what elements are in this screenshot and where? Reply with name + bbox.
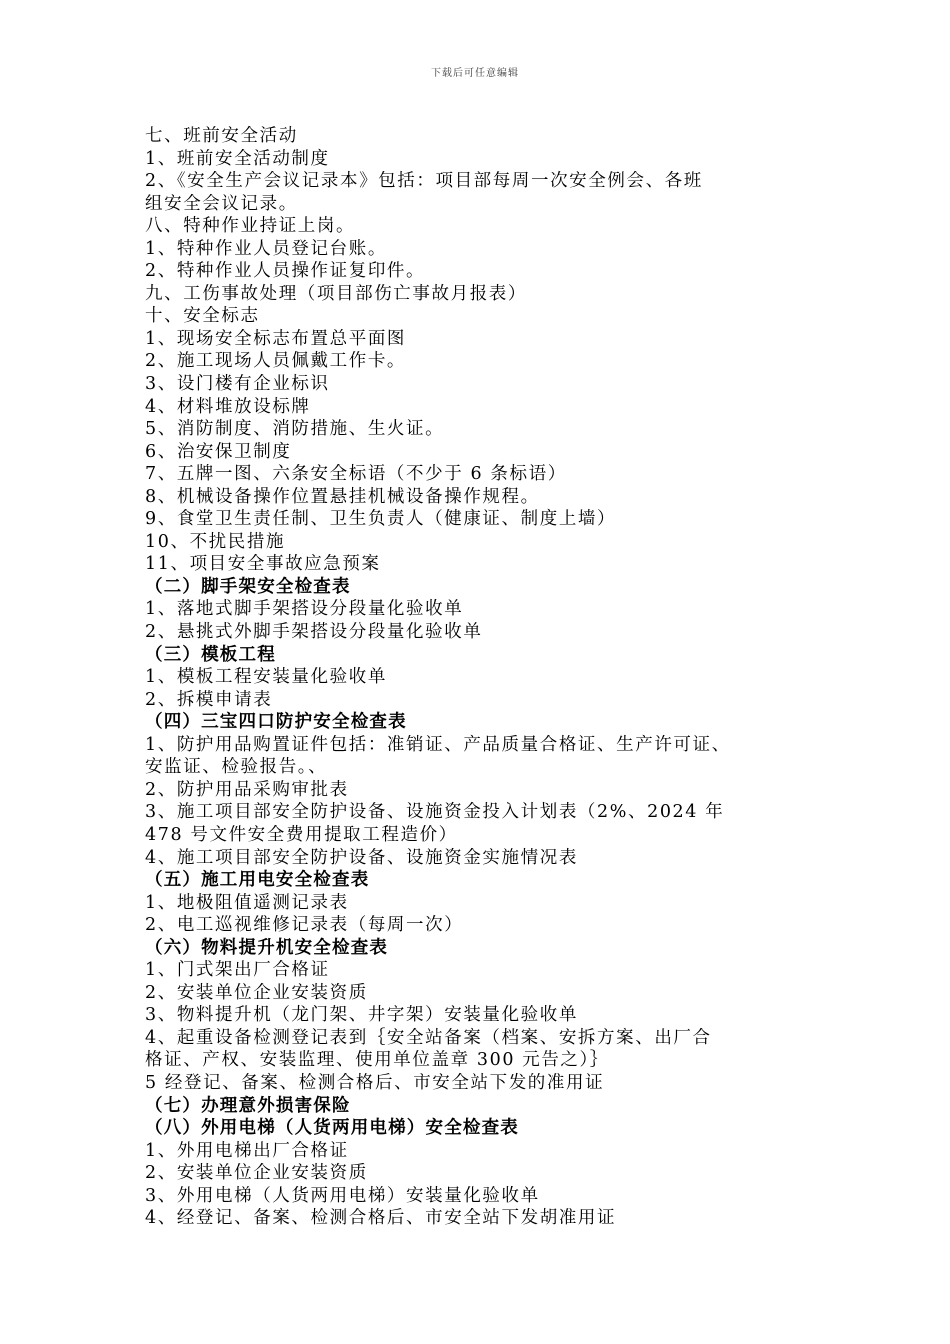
text-line: 3、物料提升机（龙门架、井字架）安装量化验收单 xyxy=(145,1005,578,1026)
text-line: 2、安装单位企业安装资质 xyxy=(145,982,368,1003)
text-line: 3、施工项目部安全防护设备、设施资金投入计划表（2%、2024 年 xyxy=(145,802,725,823)
text-line: 1、班前安全活动制度 xyxy=(145,148,330,169)
text-line: 1、地极阻值遥测记录表 xyxy=(145,892,349,913)
section-heading: （四）三宝四口防护安全检查表 xyxy=(145,712,407,733)
text-line: 1、外用电梯出厂合格证 xyxy=(145,1140,349,1161)
text-line: 1、模板工程安装量化验收单 xyxy=(145,667,387,688)
text-line: 2、《安全生产会议记录本》包括：项目部每周一次安全例会、各班 xyxy=(145,171,703,192)
section-heading: （五）施工用电安全检查表 xyxy=(145,870,370,891)
text-line: 组安全会议记录。 xyxy=(145,193,298,214)
text-line: 1、特种作业人员登记台账。 xyxy=(145,238,387,259)
text-line: 1、防护用品购置证件包括：准销证、产品质量合格证、生产许可证、 xyxy=(145,734,731,755)
text-line: 2、悬挑式外脚手架搭设分段量化验收单 xyxy=(145,622,483,643)
text-line: 安监证、检验报告。、 xyxy=(145,757,328,778)
text-line: 4、材料堆放设标牌 xyxy=(145,396,311,417)
text-line: 5、消防制度、消防措施、生火证。 xyxy=(145,419,445,440)
text-line: 1、门式架出厂合格证 xyxy=(145,960,330,981)
text-line: 七、班前安全活动 xyxy=(145,126,298,146)
section-heading: （八）外用电梯（人货两用电梯）安全检查表 xyxy=(145,1118,519,1139)
text-line: 8、机械设备操作位置悬挂机械设备操作规程。 xyxy=(145,486,540,507)
text-line: 八、特种作业持证上岗。 xyxy=(145,216,356,237)
text-line: 7、五牌一图、六条安全标语（不少于 6 条标语） xyxy=(145,464,567,485)
text-line: 1、现场安全标志布置总平面图 xyxy=(145,328,407,349)
text-line: 格证、产权、安装监理、使用单位盖章 300 元告之）｝ xyxy=(145,1050,609,1071)
text-line: 4、起重设备检测登记表到｛安全站备案（档案、安拆方案、出厂合 xyxy=(145,1027,712,1048)
text-line: 2、施工现场人员佩戴工作卡。 xyxy=(145,351,407,372)
text-line: 3、外用电梯（人货两用电梯）安装量化验收单 xyxy=(145,1185,540,1206)
text-line: 2、安装单位企业安装资质 xyxy=(145,1163,368,1184)
text-line: 3、设门楼有企业标识 xyxy=(145,374,330,395)
section-heading: （七）办理意外损害保险 xyxy=(145,1095,351,1116)
text-line: 1、落地式脚手架搭设分段量化验收单 xyxy=(145,599,464,620)
text-line: 11、项目安全事故应急预案 xyxy=(145,554,381,575)
text-line: 九、工伤事故处理（项目部伤亡事故月报表） xyxy=(145,283,527,304)
section-heading: （三）模板工程 xyxy=(145,644,276,665)
text-line: 6、治安保卫制度 xyxy=(145,441,292,462)
text-line: 9、食堂卫生责任制、卫生负责人（健康证、制度上墙） xyxy=(145,509,617,530)
text-line: 10、不扰民措施 xyxy=(145,531,286,552)
text-line: 2、拆模申请表 xyxy=(145,689,273,710)
text-line: 4、施工项目部安全防护设备、设施资金实施情况表 xyxy=(145,847,578,868)
text-line: 2、防护用品采购审批表 xyxy=(145,779,349,800)
text-line: 2、特种作业人员操作证复印件。 xyxy=(145,261,426,282)
text-line: 478 号文件安全费用提取工程造价） xyxy=(145,824,458,845)
section-heading: （六）物料提升机安全检查表 xyxy=(145,937,389,958)
document-body xyxy=(145,125,825,1230)
text-line: 5 经登记、备案、检测合格后、市安全站下发的准用证 xyxy=(145,1072,605,1093)
text-line: 2、电工巡视维修记录表（每周一次） xyxy=(145,915,464,936)
text-line: 4、经登记、备案、检测合格后、市安全站下发胡准用证 xyxy=(145,1208,617,1229)
page-header: 下载后可任意编辑 xyxy=(431,68,519,79)
section-heading: （二）脚手架安全检查表 xyxy=(145,576,351,597)
text-line: 十、安全标志 xyxy=(145,306,260,327)
